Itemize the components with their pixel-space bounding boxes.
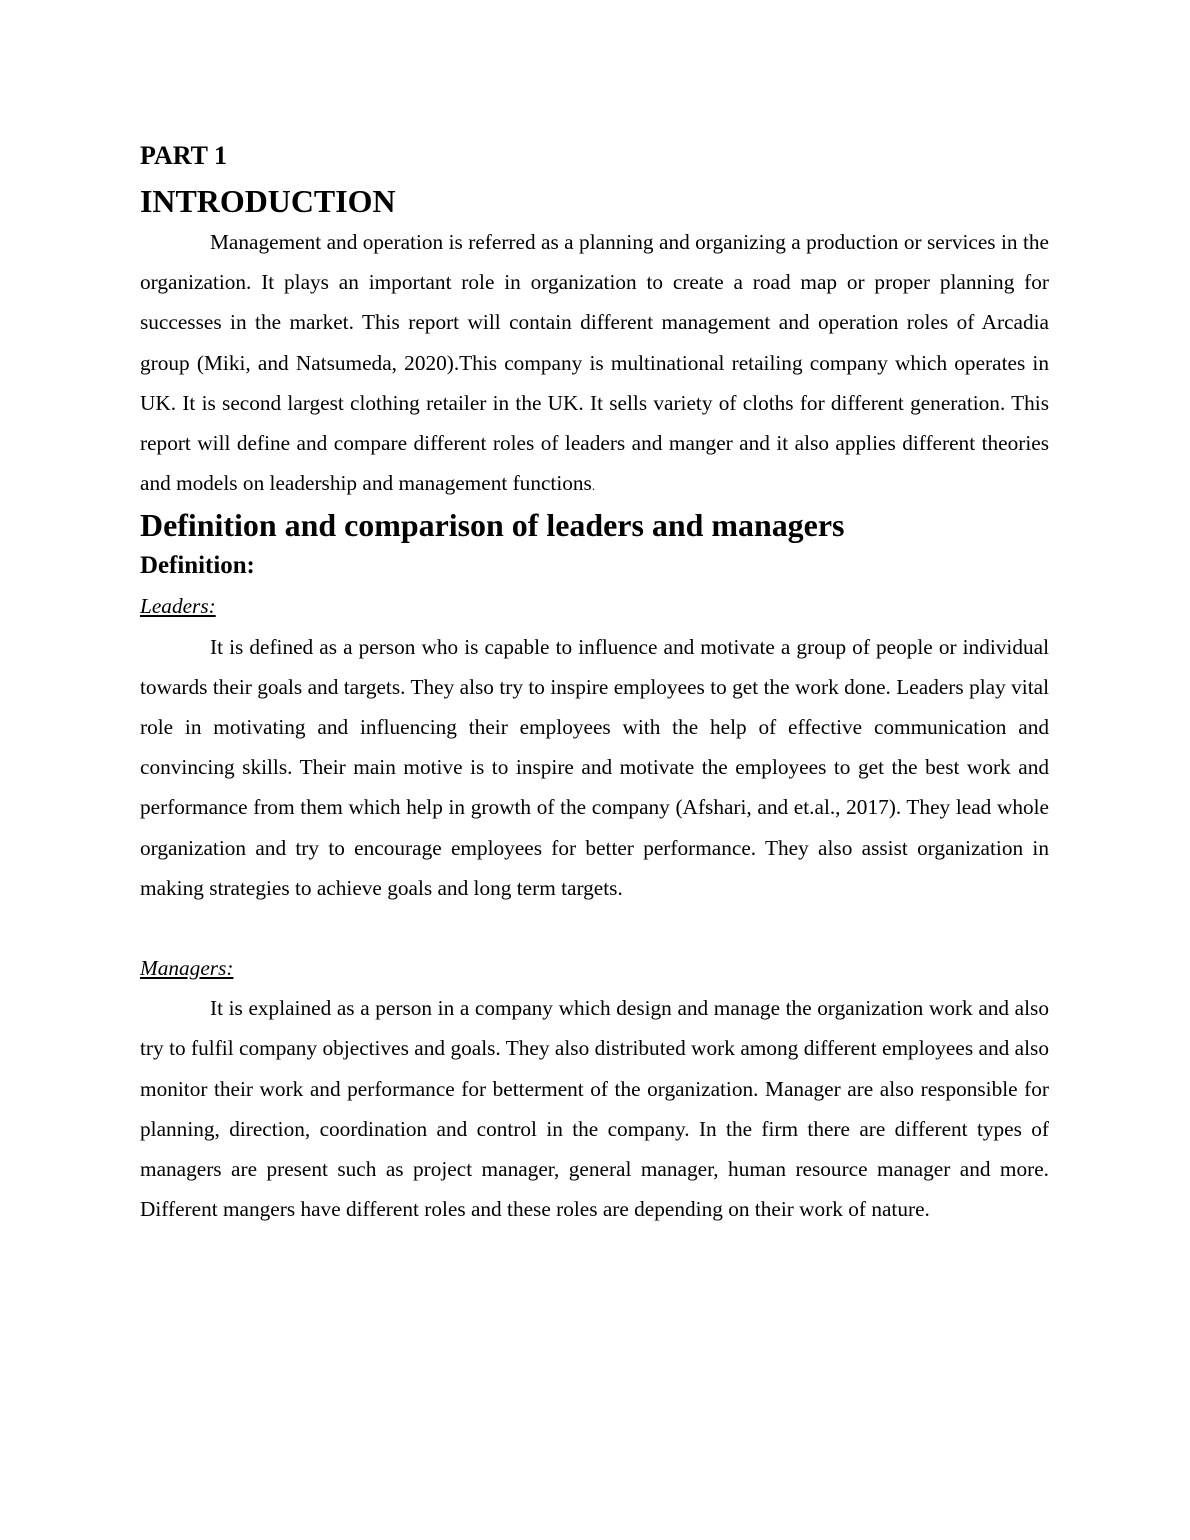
managers-paragraph: It is explained as a person in a company which design and manage the organization work and also try to fulfil company objectives and goals. They also distributed work among different employees and also monitor their work and performance for betterment of the organization. Manager are also responsible for planning, direction, coordination and control in the company. In the firm there are different types of managers are present such as project manager, general manager, human resource manager and more. Different mangers have different roles and these roles are depending on their work of nature. xyxy=(140,996,1049,1222)
introduction-trailing-dot: . xyxy=(591,478,596,494)
introduction-text: Management and operation is referred as a planning and organizing a production or services in the organization. It plays an important role in organization to create a road map or proper planning for successes in the market. This report will contain different management and operation roles of Arcadia group (Miki, and Natsumeda, 2020).This company is multinational retailing company which operates in UK. It is second largest clothing retailer in the UK. It sells variety of cloths for different generation. This report will define and compare different roles of leaders and manger and it also applies different theories and models on leadership and management functions xyxy=(140,230,1049,496)
managers-subheading: Managers: xyxy=(140,956,234,981)
leaders-paragraph: It is defined as a person who is capable to influence and motivate a group of people or individual towards their goals and targets. They also try to inspire employees to get the work done. Leaders play vital role in motivating and influencing their employees with the help of effective communication and convincing skills. Their main motive is to inspire and motivate the employees to get the best work and performance from them which help in growth of the company (Afshari, and et.al., 2017). They lead whole organization and try to encourage employees for better performance. They also assist organization in making strategies to achieve goals and long term targets. xyxy=(140,634,1049,900)
document-page xyxy=(140,138,1049,1229)
leaders-subheading: Leaders: xyxy=(140,594,216,619)
introduction-paragraph xyxy=(140,222,1049,506)
part-title: PART 1 xyxy=(140,141,227,170)
introduction-heading: INTRODUCTION xyxy=(140,184,396,219)
definition-heading: Definition: xyxy=(140,552,255,580)
section-spacer xyxy=(140,908,1049,948)
definition-comparison-heading: Definition and comparison of leaders and managers xyxy=(140,508,845,544)
